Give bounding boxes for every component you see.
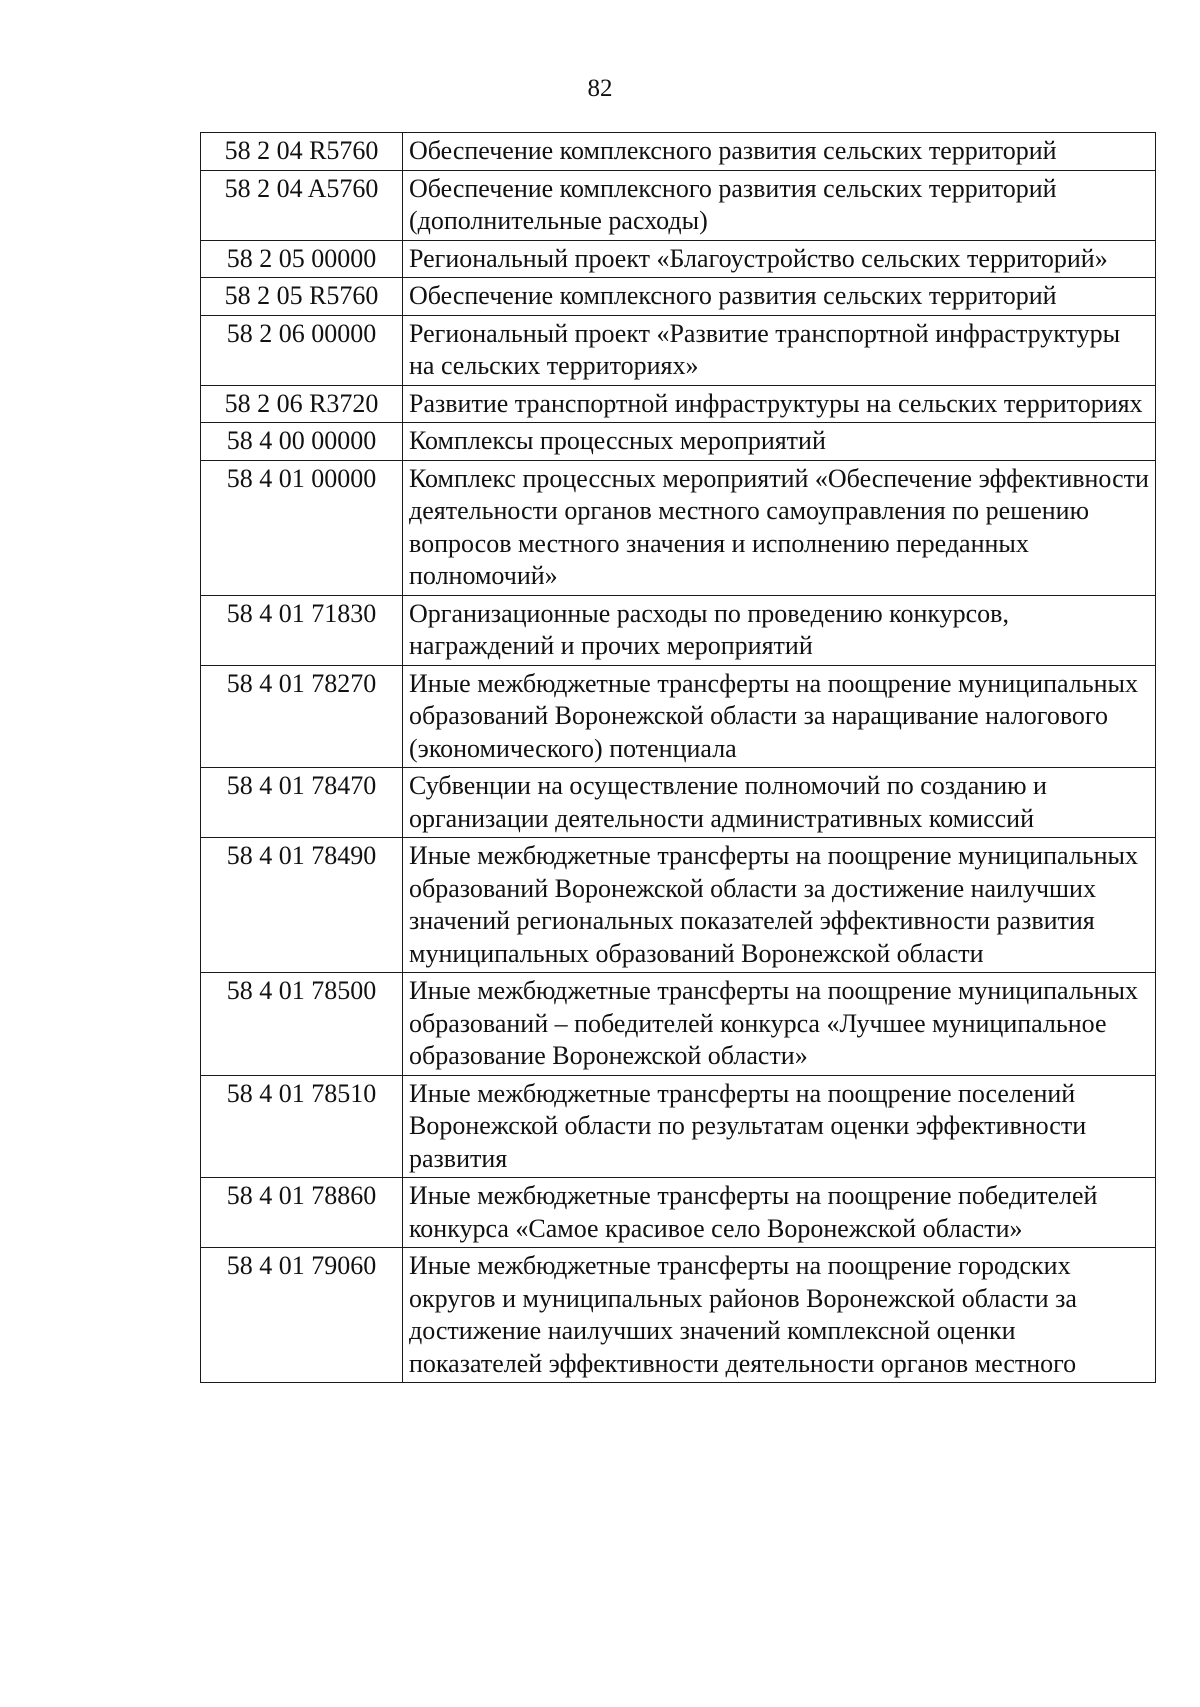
table-row [201, 240, 1156, 278]
description-cell: Иные межбюджетные трансферты на поощрение муниципальных образований Воронежской области за достижение наилучших значений региональных показателей эффективности развития муниципальных образований Воронежской области [403, 838, 1156, 973]
description-cell: Региональный проект «Благоустройство сельских территорий» [403, 240, 1156, 278]
description-cell: Иные межбюджетные трансферты на поощрение поселений Воронежской области по результатам оценки эффективности развития [403, 1075, 1156, 1178]
description-cell: Иные межбюджетные трансферты на поощрение победителей конкурса «Самое красивое село Воронежской области» [403, 1178, 1156, 1248]
budget-classification-table [200, 132, 1156, 1383]
description-cell: Иные межбюджетные трансферты на поощрение муниципальных образований Воронежской области за наращивание налогового (экономического) потенциала [403, 665, 1156, 768]
classification-code-cell: 58 2 06 00000 [201, 315, 403, 385]
classification-code-cell: 58 4 01 78510 [201, 1075, 403, 1178]
description-cell: Субвенции на осуществление полномочий по созданию и организации деятельности административных комиссий [403, 768, 1156, 838]
table-row [201, 973, 1156, 1076]
classification-code-cell: 58 4 01 78270 [201, 665, 403, 768]
table-row [201, 838, 1156, 973]
description-cell: Комплексы процессных мероприятий [403, 423, 1156, 461]
table-row [201, 1178, 1156, 1248]
classification-code-cell: 58 2 05 R5760 [201, 278, 403, 316]
table-row [201, 423, 1156, 461]
description-cell: Обеспечение комплексного развития сельских территорий [403, 278, 1156, 316]
classification-code-cell: 58 4 01 78860 [201, 1178, 403, 1248]
description-cell: Иные межбюджетные трансферты на поощрение муниципальных образований – победителей конкурса «Лучшее муниципальное образование Воронежской области» [403, 973, 1156, 1076]
table-row [201, 170, 1156, 240]
description-cell: Комплекс процессных мероприятий «Обеспечение эффективности деятельности органов местного самоуправления по решению вопросов местного значения и исполнению переданных полномочий» [403, 460, 1156, 595]
table-row [201, 595, 1156, 665]
page-number: 82 [587, 75, 613, 102]
classification-code-cell: 58 2 06 R3720 [201, 385, 403, 423]
classification-code-cell: 58 2 04 A5760 [201, 170, 403, 240]
classification-code-cell: 58 4 01 78500 [201, 973, 403, 1076]
classification-code-cell: 58 2 05 00000 [201, 240, 403, 278]
classification-code-cell: 58 4 00 00000 [201, 423, 403, 461]
classification-code-cell: 58 4 01 00000 [201, 460, 403, 595]
table-row [201, 278, 1156, 316]
table-row [201, 385, 1156, 423]
table-row [201, 133, 1156, 171]
table-row [201, 1248, 1156, 1383]
table-row [201, 665, 1156, 768]
classification-code-cell: 58 4 01 79060 [201, 1248, 403, 1383]
classification-code-cell: 58 4 01 78490 [201, 838, 403, 973]
classification-code-cell: 58 2 04 R5760 [201, 133, 403, 171]
classification-code-cell: 58 4 01 71830 [201, 595, 403, 665]
table-row [201, 460, 1156, 595]
description-cell: Организационные расходы по проведению конкурсов, награждений и прочих мероприятий [403, 595, 1156, 665]
description-cell: Развитие транспортной инфраструктуры на сельских территориях [403, 385, 1156, 423]
description-cell: Обеспечение комплексного развития сельских территорий [403, 133, 1156, 171]
table-row [201, 1075, 1156, 1178]
table-body [201, 133, 1156, 1383]
table-row [201, 315, 1156, 385]
table-row [201, 768, 1156, 838]
description-cell: Обеспечение комплексного развития сельских территорий (дополнительные расходы) [403, 170, 1156, 240]
classification-code-cell: 58 4 01 78470 [201, 768, 403, 838]
description-cell: Региональный проект «Развитие транспортной инфраструктуры на сельских территориях» [403, 315, 1156, 385]
description-cell: Иные межбюджетные трансферты на поощрение городских округов и муниципальных районов Воронежской области за достижение наилучших значений комплексной оценки показателей эффективности деятельности органов местного [403, 1248, 1156, 1383]
